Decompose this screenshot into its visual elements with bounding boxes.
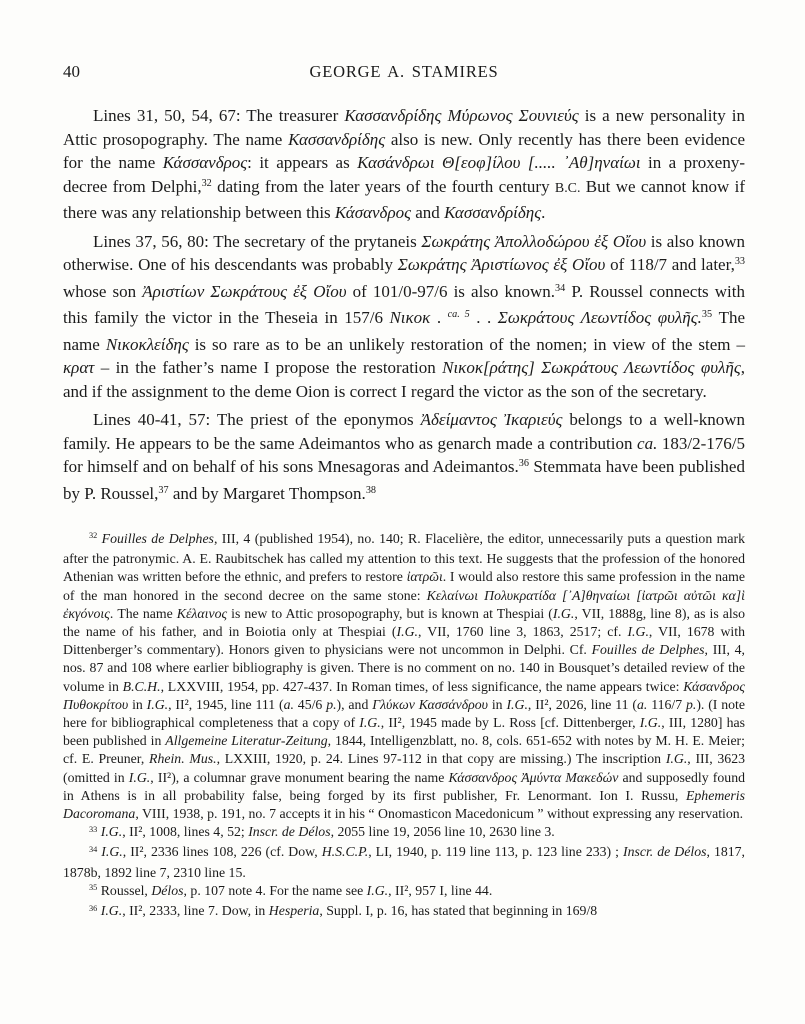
text-segment: Κασσανδρίδης [444, 203, 542, 222]
text-segment: ), and [336, 696, 373, 712]
text-segment: ca. 5 [447, 309, 470, 321]
text-segment: , III, 1280] has been published in [63, 715, 745, 749]
text-segment: Κάσσανδρος Ἀμύντα Μακεδών [448, 769, 619, 785]
text-segment: Σωκράτους Λεωντίδος φυλῆς. [497, 308, 702, 327]
text-segment: Κάσανδρος [334, 203, 412, 222]
footnote-35 [63, 882, 745, 902]
text-segment: ). (I note here for bibliographical completeness that a copy of [63, 696, 745, 731]
text-segment: , II², 1945 made by L. Ross [cf. Dittenberger, [380, 715, 640, 731]
text-segment: The name [63, 308, 746, 354]
text-segment: Lines 37, 56, 80: The secretary of the prytaneis [93, 231, 422, 251]
text-segment: , Suppl. I, p. 16, has stated that beginning in 169/8 [319, 903, 598, 919]
text-segment: I.G. [665, 751, 688, 767]
text-segment: is new to Attic prosopography, but is known at Thespiai ( [227, 605, 553, 621]
text-segment: ἰατρῶι [406, 569, 443, 585]
text-segment: is a new personality in Attic prosopography. The name [63, 106, 746, 149]
footnote-32 [63, 530, 745, 823]
text-segment: . The name [109, 605, 177, 621]
footnote-ref: 38 [365, 484, 376, 496]
text-segment: Κέλαινος [176, 605, 228, 621]
text-segment: ca. [637, 433, 658, 453]
text-segment: Lines 31, 50, 54, 67: The treasurer [93, 106, 345, 125]
text-segment: , II², 2336 lines 108, 226 (cf. Dow, [122, 844, 322, 860]
text-segment: Stemmata have been published by P. Roussel, [63, 457, 745, 503]
text-segment: B.C.H. [122, 678, 161, 694]
text-segment: Allgemeine Literatur-Zeitung [165, 733, 328, 749]
body-text [63, 104, 745, 508]
text-segment: dating from the later years of the fourth century [211, 176, 555, 196]
text-segment: Νικοκλείδης [105, 334, 189, 354]
text-segment: Inscr. de Délos [248, 824, 331, 840]
text-segment: Κελαίνωι Πολυκρατίδα [᾿Α]θηναίωι [ἰατρῶι αὐτῶι κα]ὶ ἐκγόνοις [63, 587, 746, 621]
footnote-ref: 32 [89, 531, 98, 541]
body-paragraph [63, 104, 745, 225]
text-segment: Inscr. de Délos [622, 844, 707, 860]
footnote-ref: 33 [734, 256, 746, 268]
text-segment: a. [636, 696, 648, 712]
text-segment: Γλύκων Κασσάνδρου [372, 696, 488, 712]
text-segment: Ἀδείμαντος Ἰκαριεύς [420, 410, 563, 429]
text-segment: Κασσανδρίδης [288, 129, 386, 149]
footnote-ref: 35 [89, 883, 98, 893]
text-segment: I.G. [100, 903, 123, 919]
text-segment: I.G. [639, 715, 662, 731]
page-number: 40 [63, 62, 80, 81]
footnote-ref: 34 [555, 282, 566, 294]
body-paragraph [63, 230, 745, 404]
text-segment: , 2055 line 19, 2056 line 10, 2630 line 3. [330, 824, 555, 840]
text-segment: But we cannot know if there was any relationship between this [63, 176, 745, 222]
text-segment: , 1844, Intelligenzblatt, no. 8, cols. 651-652 with notes by M. H. E. Meier; cf. E. Preuner, [63, 733, 745, 767]
text-segment: , 1817, 1878b, 1892 line 7, 2310 line 15. [63, 844, 746, 880]
text-segment: in [488, 696, 507, 712]
text-segment: is also known otherwise. One of his descendants was probably [63, 231, 746, 274]
text-segment: I.G. [366, 882, 389, 898]
text-segment: , LXXIII, 1920, p. 24. Lines 97-112 in that copy are missing.) The inscription [216, 751, 666, 767]
text-segment: Κάσσανδρος [162, 153, 248, 172]
footnote-ref: 34 [89, 844, 98, 854]
text-segment: . [541, 203, 546, 222]
text-segment: p. [326, 696, 337, 712]
text-segment: I.G. [100, 824, 123, 840]
text-segment: , p. 107 note 4. For the name see [183, 882, 367, 898]
text-segment: I.G. [552, 605, 575, 621]
footnotes-section [63, 530, 745, 922]
text-segment: Νικοκ [389, 308, 431, 327]
footnote-36 [63, 902, 745, 922]
text-segment: of 101/0-97/6 is also known. [346, 281, 556, 301]
text-segment: Lines 40-41, 57: The priest of the eponymos [93, 410, 421, 429]
text-segment: Fouilles de Delphes [101, 531, 214, 546]
text-segment: I.G. [506, 696, 528, 712]
text-segment: , II², 1945, line 111 ( [168, 696, 284, 712]
text-segment: 45/6 [293, 696, 327, 712]
text-segment: a. [283, 696, 294, 712]
text-segment: P. Roussel connects with this family the victor in the Theseia in 157/6 [63, 281, 746, 327]
text-segment: Délos [151, 882, 184, 898]
text-segment: I.G. [359, 715, 381, 731]
body-paragraph [63, 408, 745, 508]
text-segment: whose son [63, 281, 143, 301]
text-segment: κρατ [63, 358, 95, 377]
text-segment: I.G. [396, 624, 418, 640]
text-segment: B.C. [554, 180, 581, 196]
text-segment: in [128, 696, 147, 712]
text-segment: Hesperia [268, 903, 320, 919]
text-segment: Κάσανδρος Πυθοκρίτου [63, 678, 745, 712]
text-segment: is so rare as to be an unlikely restoration of the nomen; in view of the stem – [188, 334, 745, 354]
text-segment: . [430, 308, 448, 327]
text-segment: Ἀριστίων Σωκράτους ἐξ Οἴου [142, 281, 347, 301]
text-segment: , II²), a columnar grave monument bearing the name [150, 769, 449, 785]
footnote-ref: 36 [518, 458, 529, 470]
footnote-ref: 35 [701, 309, 713, 321]
text-segment: Fouilles de Delphes [591, 642, 705, 658]
text-segment: Νικοκ[ράτης] Σωκράτους Λεωντίδος φυλῆς [442, 358, 741, 377]
text-segment: , LXXVIII, 1954, pp. 427-437. In Roman times, of less significance, the name appears twice: [160, 678, 684, 694]
text-segment: 116/7 [647, 696, 686, 712]
text-segment: , LI, 1940, p. 119 line 113, p. 123 line 233) ; [368, 844, 623, 860]
text-segment: . I would also restore this same profession in the name of the man honored in the second decree on the same stone: [63, 569, 746, 603]
text-segment: I.G. [146, 696, 169, 712]
text-segment: 183/2-176/5 for himself and on behalf of his sons Mnesagoras and Adeimantos. [63, 433, 745, 476]
text-segment: Σωκράτης Ἀπολλοδώρου ἐξ Οἴου [421, 231, 647, 251]
text-segment: p. [685, 696, 697, 712]
text-segment: belongs to a well-known family. He appears to be the same Adeimantos who as genarch made a contribution [63, 410, 746, 453]
text-segment: I.G. [128, 769, 151, 785]
text-segment: . . [469, 308, 498, 327]
running-head: GEORGE A. STAMIRES [309, 62, 499, 81]
text-segment: Σωκράτης Ἀριστίωνος ἐξ Οἴου [397, 255, 606, 274]
text-segment: and supposedly found in Athens is in all probability false, being forged by its first publisher, Fr. Lenormant. Ion I. Russu, [63, 769, 745, 803]
text-segment: Κασάνδρωι Θ[εοφ]ίλου [..... ᾿Αθ]ηναίωι [357, 153, 641, 172]
text-segment: Rhein. Mus. [149, 751, 217, 767]
footnote-34 [63, 843, 745, 881]
text-segment: Κασσανδρίδης Μύρωνος Σουνιεύς [344, 106, 579, 125]
text-segment: , II², 2026, line 11 ( [527, 696, 637, 712]
text-segment: Roussel, [97, 882, 152, 898]
text-segment: H.S.C.P. [321, 844, 369, 860]
text-segment: in a proxeny-decree from Delphi, [63, 153, 746, 196]
text-segment: , VII, 1678 with Dittenberger’s commentary). Honors given to physicians were not uncommon in Delphi. Cf. [63, 624, 745, 658]
footnote-ref: 33 [89, 824, 98, 834]
footnote-ref: 32 [201, 177, 212, 189]
text-segment: , III, 4 (published 1954), no. 140; R. Flacelière, the editor, unnecessarily puts a question mark after the patronymic. A. E. Raubitschek has called my attention to this text. He suggests that the profession of the honored Athenian was written before the ethnic, and prefers to restore [63, 531, 745, 585]
text-segment: , and if the assignment to the deme Oion is correct I regard the victor as the son of the secretary. [63, 358, 745, 401]
text-segment: , II², 957 I, line 44. [388, 882, 493, 898]
page-header [63, 62, 745, 82]
text-segment: I.G. [101, 844, 123, 860]
text-segment: – in the father’s name I propose the restoration [94, 358, 443, 377]
text-segment: and [411, 203, 445, 222]
footnote-ref: 37 [158, 484, 169, 496]
text-segment: , II², 2333, line 7. Dow, in [122, 903, 269, 919]
footnote-33 [63, 823, 745, 843]
text-segment: , III, 4, nos. 87 and 108 where earlier bibliography is given. There is no comment on no. 140 in Bousquet’s detailed review of the volume in [63, 642, 745, 694]
text-segment: I.G. [627, 624, 649, 640]
text-segment: and by Margaret Thompson. [168, 483, 366, 503]
text-segment: also is new. Only recently has there been evidence for the name [63, 129, 745, 172]
text-segment: of 118/7 and later, [605, 255, 735, 274]
text-segment: , VII, 1888g, line 8), as is also the name of his father, and in Boiotia only at Thespiai ( [63, 605, 745, 640]
text-segment: : it appears as [247, 153, 358, 172]
text-segment: , VII, 1760 line 3, 1863, 2517; cf. [418, 624, 628, 640]
text-segment: , II², 1008, lines 4, 52; [122, 824, 249, 840]
text-segment: , III, 3623 (omitted in [63, 751, 745, 785]
text-segment: , VIII, 1938, p. 191, no. 7 accepts it in his “ Onomasticon Macedonicum ” without expressing any reservation. [135, 806, 744, 822]
footnote-ref: 36 [89, 903, 98, 913]
text-segment: Ephemeris Dacoromana [63, 787, 745, 822]
